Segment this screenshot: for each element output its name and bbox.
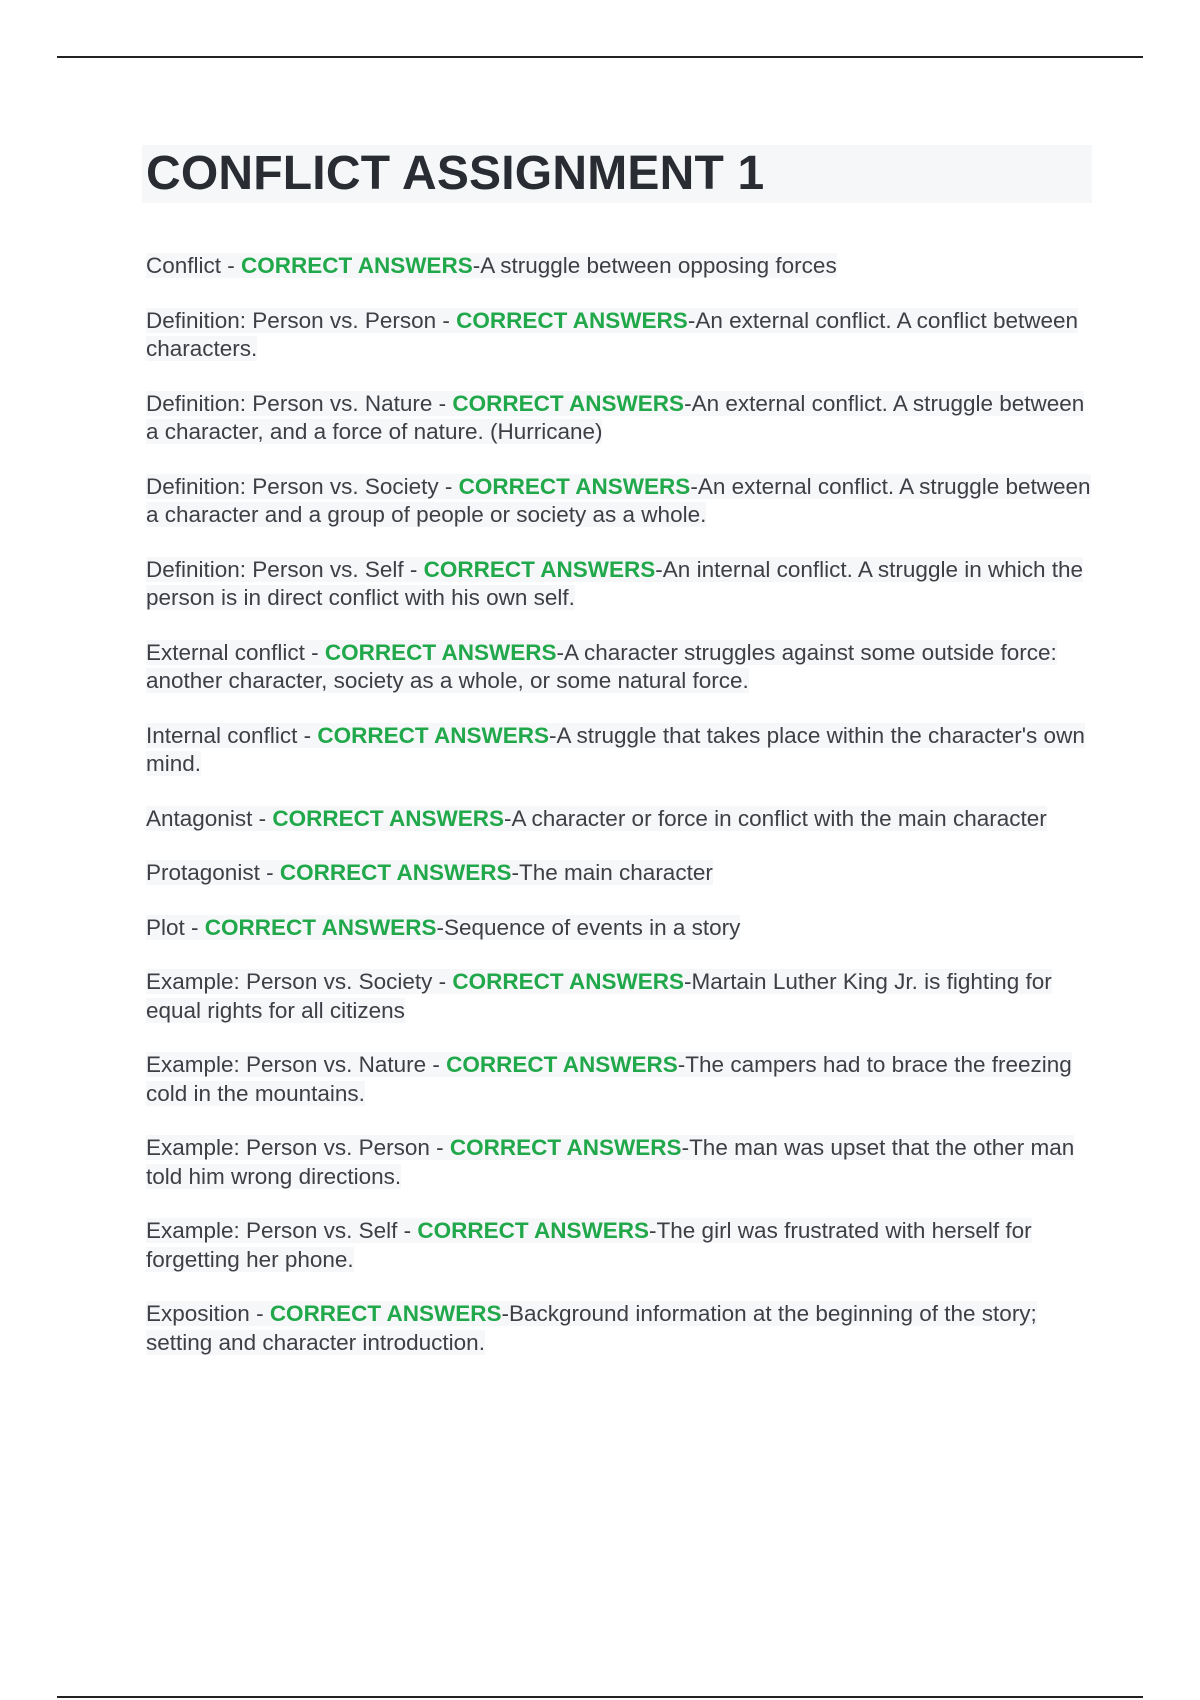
correct-answers-label: CORRECT ANSWERS [446,1052,678,1077]
correct-answers-label: CORRECT ANSWERS [452,969,685,994]
entry-term: Internal conflict [146,722,298,748]
entry [146,1300,1096,1357]
entry-answer: The campers had to brace the freezing cold in the mountains. [146,1052,1072,1106]
entry-answer: An external conflict. A struggle between a character and a group of people or society as a whole. [146,473,1091,527]
entry-text: Protagonist - CORRECT ANSWERS-The main character [146,860,713,885]
correct-answers-label: CORRECT ANSWERS [317,722,549,748]
entry-term: Example: Person vs. Person [146,1135,430,1160]
correct-answers-label: CORRECT ANSWERS [449,1135,682,1160]
entry [146,1051,1096,1108]
entry-term: External conflict [146,639,305,665]
entry-answer: A struggle that takes place within the character's own mind. [146,722,1085,776]
correct-answers-label: CORRECT ANSWERS [269,1301,502,1326]
correct-answers-label: CORRECT ANSWERS [456,307,688,333]
entry-answer: An external conflict. A struggle between a character, and a force of nature. (Hurricane) [146,390,1085,444]
entry [146,639,1096,696]
entry [146,1217,1096,1274]
entry [146,252,1096,281]
entry-text: Example: Person vs. Person - CORRECT ANSWERS-The man was upset that the other man told him wrong directions. [146,1135,1075,1189]
entry [146,556,1096,613]
entry-term: Definition: Person vs. Self [146,556,404,582]
entry-text: Example: Person vs. Society - CORRECT ANSWERS-Martain Luther King Jr. is fighting for equal rights for all citizens [146,969,1052,1023]
top-rule [57,56,1143,58]
entry [146,1134,1096,1191]
entry [146,390,1096,447]
entry [146,722,1096,779]
correct-answers-label: CORRECT ANSWERS [279,860,512,885]
entry-text: Example: Person vs. Self - CORRECT ANSWERS-The girl was frustrated with herself for forgetting her phone. [146,1218,1032,1272]
entry-term: Conflict [146,253,222,278]
entry-answer: The main character [519,860,713,885]
entry-text: Antagonist - CORRECT ANSWERS-A character or force in conflict with the main character [146,805,1047,831]
correct-answers-label: CORRECT ANSWERS [452,390,685,416]
correct-answers-label: CORRECT ANSWERS [241,253,473,278]
entry-text: Definition: Person vs. Self - CORRECT ANSWERS-An internal conflict. A struggle in which the person is in direct conflict with his own self. [146,556,1084,610]
entry-text: Internal conflict - CORRECT ANSWERS-A struggle that takes place within the character's own mind. [146,722,1085,776]
entry-answer: An external conflict. A conflict between characters. [146,307,1079,361]
entry-term: Definition: Person vs. Society [146,473,439,499]
entry-text: Example: Person vs. Nature - CORRECT ANSWERS-The campers had to brace the freezing cold in the mountains. [146,1052,1072,1106]
entry-answer: A character struggles against some outside force: another character, society as a whole, or some natural force. [146,639,1057,693]
page-title: CONFLICT ASSIGNMENT 1 [146,147,765,200]
entry [146,307,1096,364]
correct-answers-label: CORRECT ANSWERS [324,639,557,665]
entry-answer: Martain Luther King Jr. is fighting for equal rights for all citizens [146,969,1052,1023]
entry-list [146,252,1096,1383]
entry [146,805,1096,834]
entry [146,914,1096,943]
correct-answers-label: CORRECT ANSWERS [423,556,656,582]
entry-term: Example: Person vs. Nature [146,1052,427,1077]
entry-answer: Background information at the beginning of the story; setting and character introduction. [146,1301,1037,1355]
entry-term: Definition: Person vs. Nature [146,390,433,416]
entry-term: Example: Person vs. Self [146,1218,398,1243]
correct-answers-label: CORRECT ANSWERS [458,473,691,499]
correct-answers-label: CORRECT ANSWERS [272,805,504,831]
entry-answer: A character or force in conflict with the main character [511,805,1047,831]
entry [146,859,1096,888]
entry-term: Exposition [146,1301,250,1326]
entry-text: Definition: Person vs. Nature - CORRECT ANSWERS-An external conflict. A struggle between a character, and a force of nature. (Hurricane) [146,390,1085,444]
entry-text: Conflict - CORRECT ANSWERS-A struggle between opposing forces [146,253,837,278]
entry-answer: An internal conflict. A struggle in which the person is in direct conflict with his own self. [146,556,1084,610]
correct-answers-label: CORRECT ANSWERS [204,914,437,940]
entry-text: Definition: Person vs. Person - CORRECT ANSWERS-An external conflict. A conflict between characters. [146,307,1079,361]
entry-answer: Sequence of events in a story [443,914,741,940]
bottom-rule [57,1696,1143,1698]
entry [146,968,1096,1025]
correct-answers-label: CORRECT ANSWERS [417,1218,650,1243]
entry-text: External conflict - CORRECT ANSWERS-A character struggles against some outside force: another character, society as a whole, or some natural force. [146,639,1057,693]
entry-text: Plot - CORRECT ANSWERS-Sequence of events in a story [146,914,741,940]
entry-text: Exposition - CORRECT ANSWERS-Background information at the beginning of the story; setting and character introduction. [146,1301,1037,1355]
entry-term: Definition: Person vs. Person [146,307,437,333]
entry-text: Definition: Person vs. Society - CORRECT ANSWERS-An external conflict. A struggle between a character and a group of people or society as a whole. [146,473,1091,527]
entry-term: Protagonist [146,860,260,885]
entry-answer: A struggle between opposing forces [480,253,837,278]
entry-term: Plot [146,914,185,940]
entry-term: Example: Person vs. Society [146,969,433,994]
entry-term: Antagonist [146,805,253,831]
entry-answer: The man was upset that the other man told him wrong directions. [146,1135,1075,1189]
entry [146,473,1096,530]
entry-answer: The girl was frustrated with herself for forgetting her phone. [146,1218,1032,1272]
